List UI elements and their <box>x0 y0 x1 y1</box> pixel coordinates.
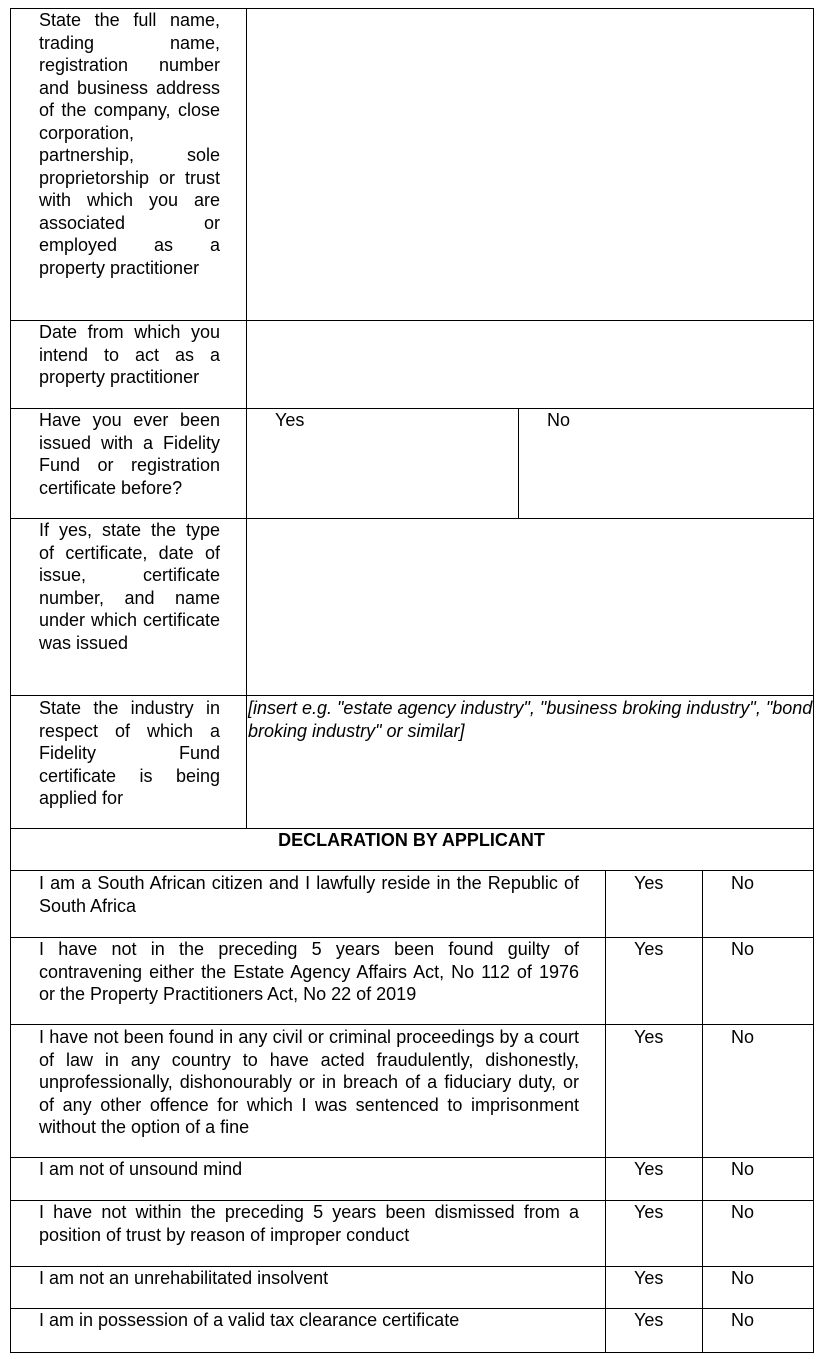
certificate-details-field[interactable] <box>247 519 813 695</box>
declaration-no[interactable]: No <box>731 1268 755 1288</box>
label-company-details: State the full name, trading name, registration number and business address of the company, close corporation, partnership, sole proprietorship or trust with which you are associated or employed as a property practitioner <box>39 10 220 278</box>
row-divider <box>10 870 814 871</box>
declaration-statement: I am a South African citizen and I lawfully reside in the Republic of South Africa <box>39 873 579 916</box>
declaration-no[interactable]: No <box>731 1159 755 1179</box>
declaration-yes[interactable]: Yes <box>634 1202 664 1222</box>
company-details-field[interactable] <box>247 9 813 320</box>
declaration-no[interactable]: No <box>731 1310 755 1330</box>
declaration-yes[interactable]: Yes <box>634 873 664 893</box>
declaration-statement: I am in possession of a valid tax clearance certificate <box>39 1310 460 1330</box>
yes-no-divider <box>518 408 519 519</box>
table-border-bottom <box>10 1352 814 1353</box>
declaration-statement: I have not in the preceding 5 years been found guilty of contravening either the Estate Agency Affairs Act, No 112 of 1976 or the Property Practitioners Act, No 22 of 2019 <box>39 939 579 1004</box>
declaration-yes[interactable]: Yes <box>634 1310 664 1330</box>
declaration-heading: DECLARATION BY APPLICANT <box>278 830 545 850</box>
declaration-no[interactable]: No <box>731 939 755 959</box>
row-divider <box>10 695 814 696</box>
declaration-yes[interactable]: Yes <box>634 1159 664 1179</box>
declaration-yes[interactable]: Yes <box>634 939 664 959</box>
previous-certificate-no[interactable]: No <box>547 410 571 430</box>
declaration-no[interactable]: No <box>731 873 755 893</box>
declaration-no[interactable]: No <box>731 1027 755 1047</box>
start-date-field[interactable] <box>247 321 813 408</box>
declaration-statement: I have not been found in any civil or criminal proceedings by a court of law in any country to have acted fraudulently, dishonestly, unprofessionally, dishonourably or in breach of a fiduciary duty, or of any other offence for which I was sentenced to imprisonment without the option of a fine <box>39 1027 579 1137</box>
table-border-left <box>10 8 11 1353</box>
industry-hint[interactable]: [insert e.g. "estate agency industry", "business broking industry", "bond broking industry" or similar] <box>248 698 813 741</box>
label-start-date: Date from which you intend to act as a property practitioner <box>39 322 220 387</box>
declaration-no[interactable]: No <box>731 1202 755 1222</box>
previous-certificate-yes[interactable]: Yes <box>275 410 305 430</box>
row-divider <box>10 1024 814 1025</box>
declaration-statement: I am not an unrehabilitated insolvent <box>39 1268 329 1288</box>
declaration-yes[interactable]: Yes <box>634 1027 664 1047</box>
label-certificate-details: If yes, state the type of certificate, date of issue, certificate number, and name under which certificate was issued <box>39 520 220 653</box>
declaration-statement: I am not of unsound mind <box>39 1159 243 1179</box>
declaration-yes[interactable]: Yes <box>634 1268 664 1288</box>
declaration-statement: I have not within the preceding 5 years been dismissed from a position of trust by reason of improper conduct <box>39 1202 579 1245</box>
label-previous-certificate: Have you ever been issued with a Fidelity Fund or registration certificate before? <box>39 410 220 498</box>
table-border-right <box>813 8 814 1353</box>
declaration-yes-divider <box>605 870 606 1353</box>
declaration-no-divider <box>702 870 703 1353</box>
label-industry: State the industry in respect of which a Fidelity Fund certificate is being applied for <box>39 698 220 808</box>
